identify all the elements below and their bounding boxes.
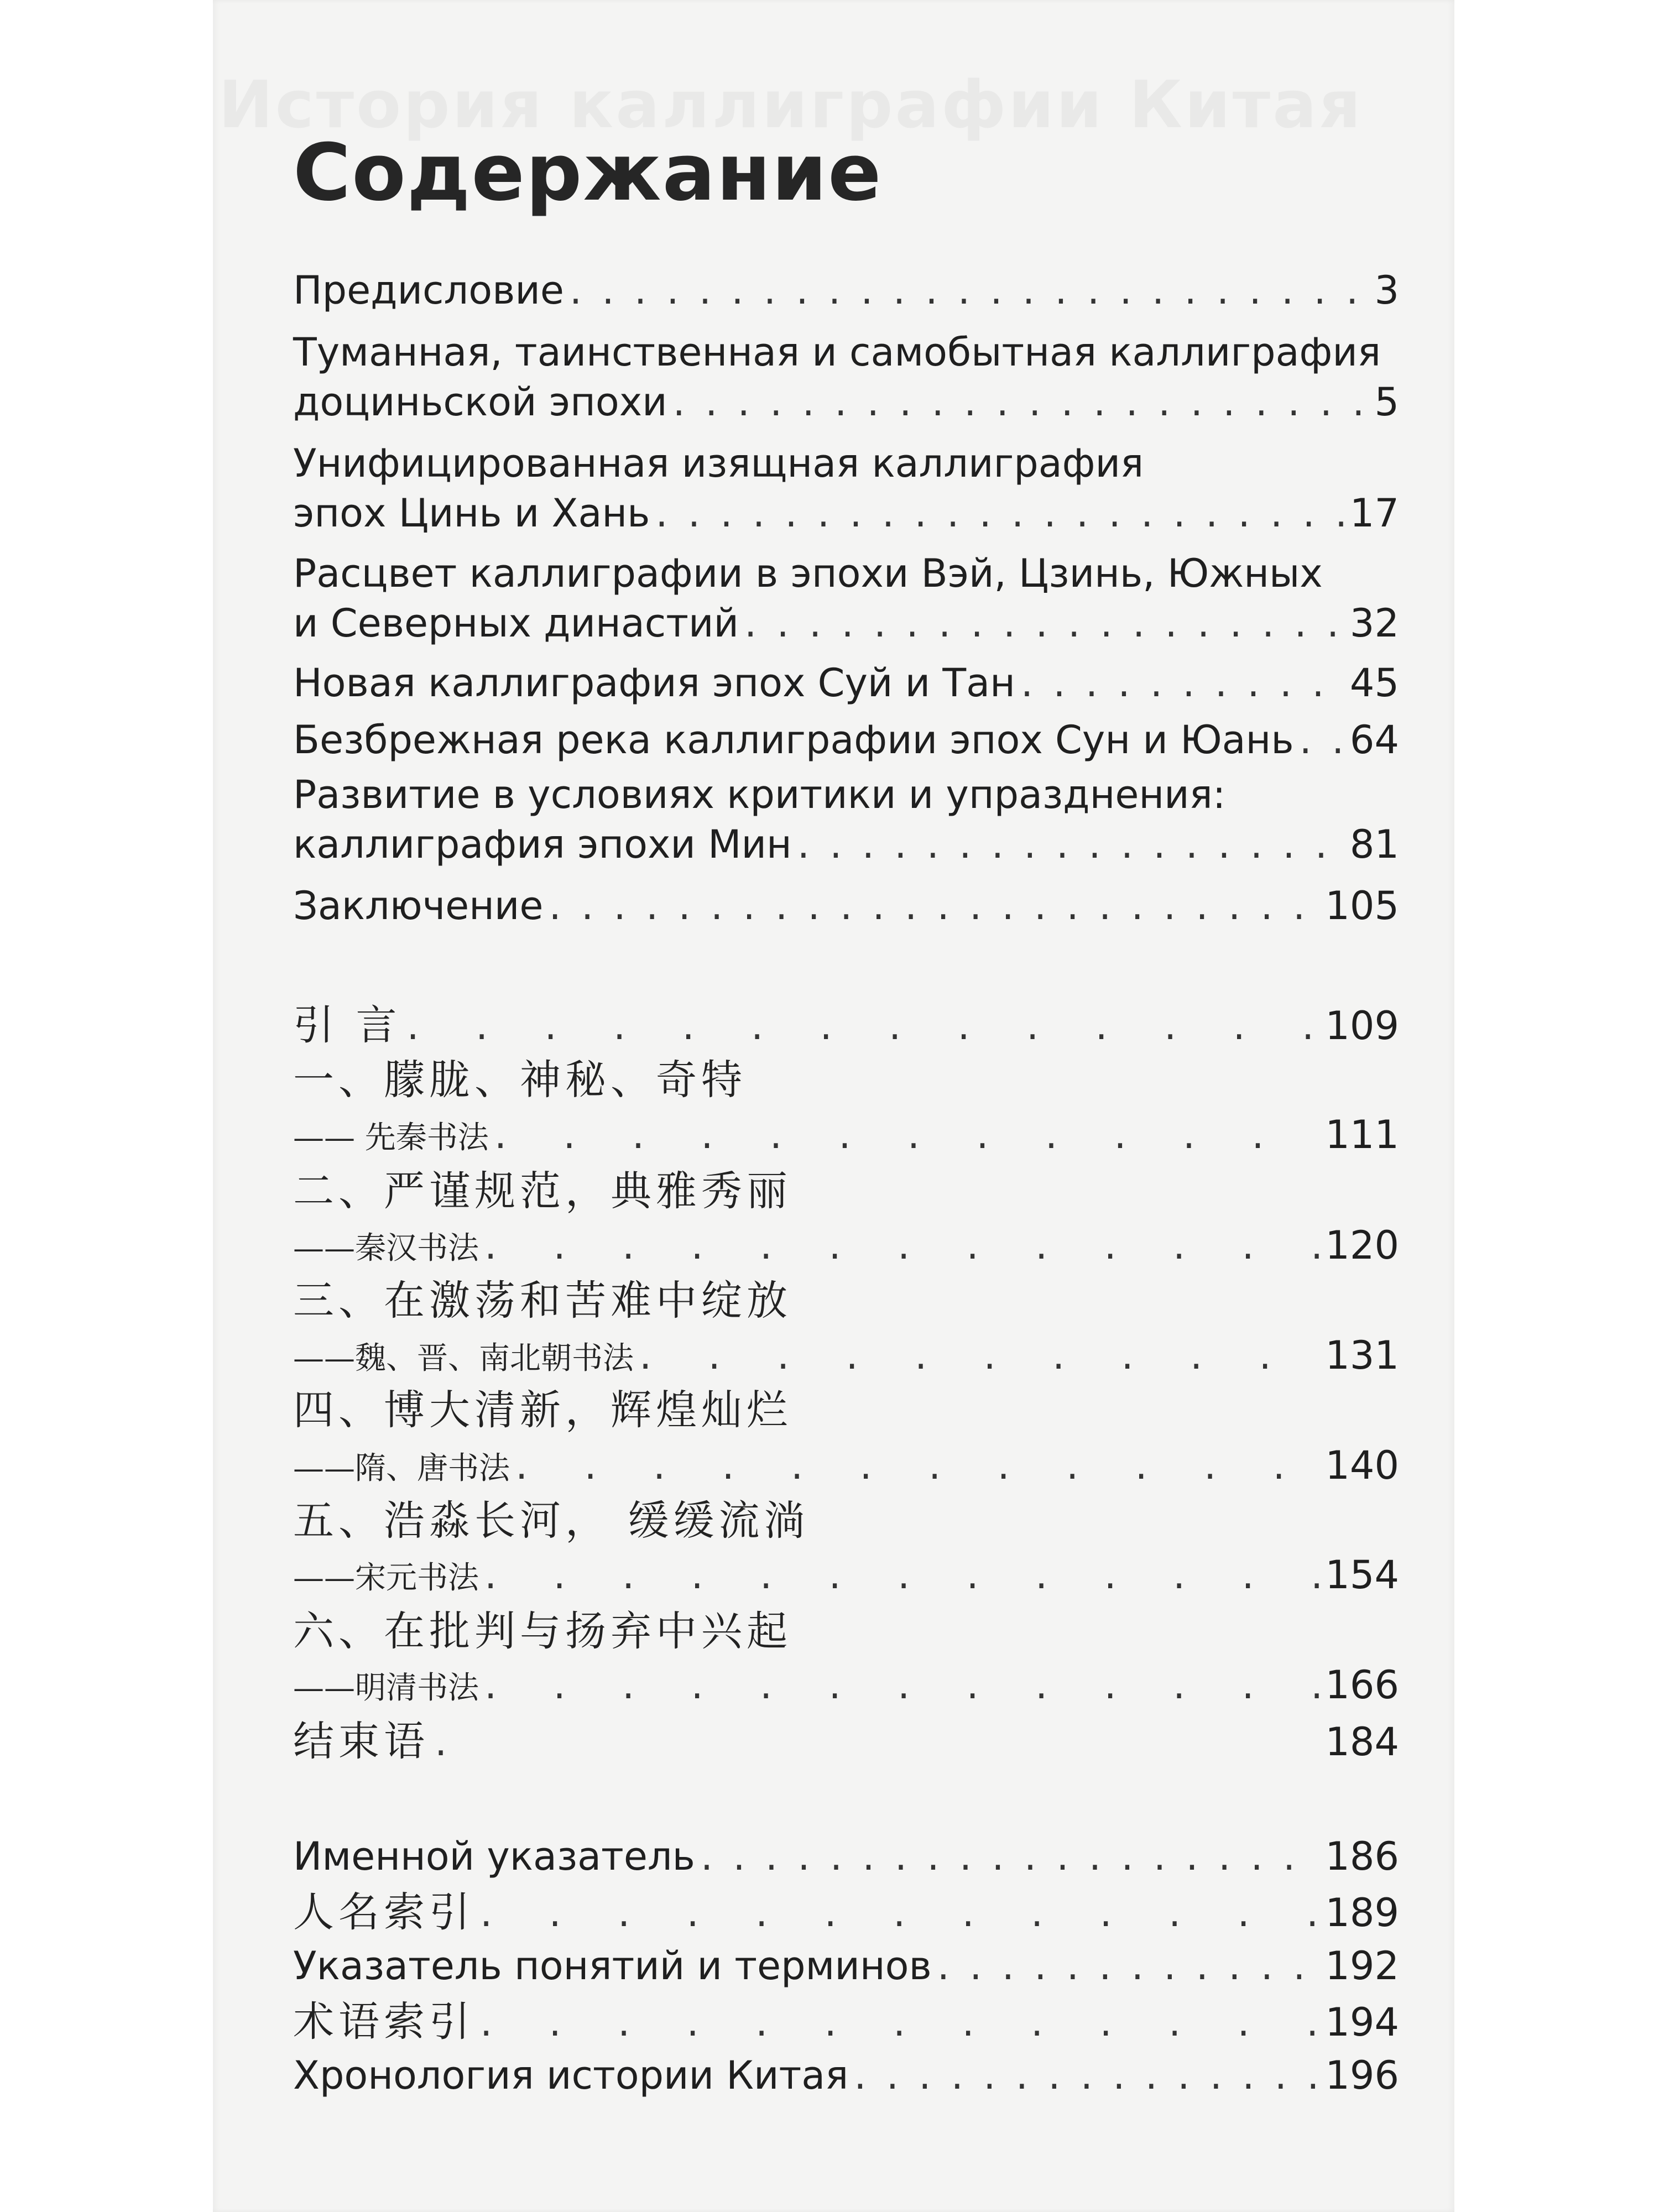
toc-entry-page: 131 <box>1325 1333 1399 1378</box>
toc-entry[interactable] <box>293 1943 1399 1989</box>
toc-entry-title: Указатель понятий и терминов <box>293 1943 932 1989</box>
toc-entry-page: 154 <box>1325 1552 1399 1598</box>
toc-entry[interactable] <box>293 491 1399 536</box>
toc-entry[interactable] <box>293 660 1399 706</box>
toc-entry-title: Заключение <box>293 883 544 928</box>
toc-entry[interactable] <box>293 601 1399 646</box>
toc-entry-page: 5 <box>1374 379 1399 425</box>
toc-entry-title: Хронология истории Китая <box>293 2053 849 2098</box>
dot-leader <box>701 1837 1319 1876</box>
toc-entry[interactable] <box>293 822 1399 867</box>
dot-leader <box>1300 721 1344 759</box>
toc-entry-chinese[interactable] <box>293 1112 1399 1157</box>
toc-entry-chinese[interactable] <box>293 1443 1399 1488</box>
toc-entry-page: 64 <box>1349 717 1399 763</box>
dot-leader <box>549 886 1319 925</box>
dot-leader <box>797 825 1344 864</box>
toc-entry-chinese[interactable] <box>293 1718 1399 1765</box>
dot-leader <box>570 271 1369 310</box>
toc-entry-title: Новая каллиграфия эпох Суй и Тан <box>293 660 1015 706</box>
dot-leader <box>435 1723 473 1761</box>
dot-leader <box>407 1006 1320 1045</box>
toc-entry-title-line1: Туманная, таинственная и самобытная каллиграфия <box>293 330 1381 375</box>
toc-entry-title: Именной указатель <box>293 1834 695 1879</box>
toc-entry-page: 3 <box>1374 268 1399 313</box>
dot-leader <box>937 1947 1320 1985</box>
toc-entry-page: 109 <box>1325 1003 1399 1048</box>
toc-entry-title-line1: 五、浩淼长河， 缓缓流淌 <box>293 1497 810 1545</box>
dot-leader <box>484 1666 1319 1704</box>
toc-entry-title: каллиграфия эпохи Мин <box>293 822 792 867</box>
toc-entry[interactable] <box>293 1834 1399 1879</box>
toc-entry-page: 192 <box>1325 1943 1399 1989</box>
dot-leader <box>744 604 1344 643</box>
toc-entry-title: Предисловие <box>293 268 564 313</box>
toc-entry-title-line1: 二、严谨规范，典雅秀丽 <box>293 1167 792 1215</box>
toc-entry-chinese[interactable] <box>293 1001 1399 1049</box>
toc-entry-page: 32 <box>1349 601 1399 646</box>
dot-leader <box>480 2003 1319 2042</box>
toc-entry-chinese[interactable] <box>293 1552 1399 1598</box>
toc-entry[interactable] <box>293 1888 1399 1936</box>
toc-entry-subtitle: ——秦汉书法 <box>293 1230 479 1266</box>
dot-leader <box>854 2056 1319 2095</box>
toc-entry-subtitle: ——隋、唐书法 <box>293 1451 510 1486</box>
toc-entry-title: Безбрежная река каллиграфии эпох Сун и Юань <box>293 717 1294 763</box>
toc-entry-page: 105 <box>1325 883 1399 928</box>
toc-entry[interactable] <box>293 717 1399 763</box>
toc-entry-page: 17 <box>1349 491 1399 536</box>
toc-entry-subtitle: —— 先秦书法 <box>293 1120 489 1156</box>
toc-entry-page: 81 <box>1349 822 1399 867</box>
dot-leader <box>480 1893 1319 1932</box>
toc-entry-title: доциньской эпохи <box>293 379 667 425</box>
bleed-through-text: История каллиграфии Китая <box>218 66 1363 143</box>
toc-entry-title-line1: 六、在批判与扬弃中兴起 <box>293 1608 792 1655</box>
toc-entry-chinese[interactable] <box>293 1333 1399 1378</box>
toc-entry[interactable] <box>293 883 1399 928</box>
toc-entry-title-line1: Развитие в условиях критики и упразднения: <box>293 772 1226 817</box>
toc-entry[interactable] <box>293 268 1399 313</box>
toc-entry-page: 45 <box>1349 660 1399 706</box>
toc-entry-page: 186 <box>1325 1834 1399 1879</box>
toc-entry[interactable] <box>293 2053 1399 2098</box>
toc-entry-chinese[interactable] <box>293 1223 1399 1268</box>
toc-entry-page: 111 <box>1325 1112 1399 1157</box>
dot-leader <box>655 494 1344 533</box>
toc-entry-page: 196 <box>1325 2053 1399 2098</box>
toc-entry-title: эпох Цинь и Хань <box>293 491 650 536</box>
toc-entry-title: 结束语 <box>293 1718 429 1765</box>
toc-entry-page: 140 <box>1325 1443 1399 1488</box>
toc-entry-title: 术语索引 <box>293 1998 474 2046</box>
toc-entry-chinese[interactable] <box>293 1662 1399 1708</box>
toc-entry-subtitle: ——宋元书法 <box>293 1560 479 1596</box>
toc-entry-title-line1: 一、朦胧、神秘、奇特 <box>293 1056 747 1104</box>
toc-entry[interactable] <box>293 1998 1399 2046</box>
toc-entry-title: и Северных династий <box>293 601 739 646</box>
toc-entry-title-line1: 三、在激荡和苦难中绽放 <box>293 1277 792 1324</box>
toc-entry-page: 120 <box>1325 1223 1399 1268</box>
toc-entry-title-line1: Расцвет каллиграфии в эпохи Вэй, Цзинь, Южных <box>293 551 1323 596</box>
toc-entry-subtitle: ——明清书法 <box>293 1670 479 1706</box>
page-title: Содержание <box>293 127 883 218</box>
toc-entry-title: 人名索引 <box>293 1888 474 1936</box>
toc-entry-page: 184 <box>1325 1719 1399 1765</box>
dot-leader <box>673 383 1369 421</box>
toc-entry-page: 166 <box>1325 1662 1399 1708</box>
dot-leader <box>484 1556 1319 1594</box>
dot-leader <box>1021 664 1344 702</box>
toc-entry-title: 引 言 <box>293 1001 401 1049</box>
dot-leader <box>639 1336 1319 1375</box>
toc-entry-title-line1: Унифицированная изящная каллиграфия <box>293 441 1144 486</box>
toc-entry[interactable] <box>293 379 1399 425</box>
toc-entry-page: 194 <box>1325 2000 1399 2045</box>
toc-entry-subtitle: ——魏、晋、南北朝书法 <box>293 1340 634 1376</box>
toc-entry-title-line1: 四、博大清新，辉煌灿烂 <box>293 1386 792 1434</box>
dot-leader <box>484 1226 1319 1265</box>
dot-leader <box>494 1115 1320 1154</box>
toc-entry-page: 189 <box>1325 1890 1399 1936</box>
dot-leader <box>515 1446 1319 1485</box>
